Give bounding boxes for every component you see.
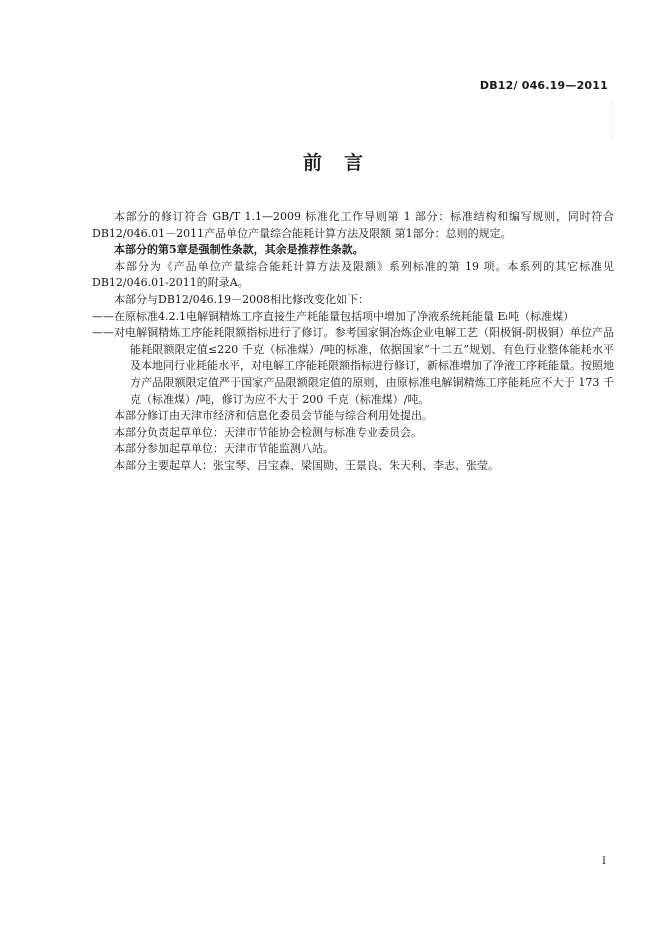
page-title: 前言 bbox=[302, 152, 385, 174]
paragraph-drafting-unit: 本部分负责起草单位：天津市节能协会检测与标准专业委员会。 bbox=[114, 425, 422, 439]
paragraph-drafters: 本部分主要起草人：张宝琴、吕宝森、梁国勋、王景良、朱天利、李志、张莹。 bbox=[114, 458, 499, 472]
change-item-2-text: 对电解铜精炼工序能耗限额指标进行了修订。参考国家铜冶炼企业电解工艺（阳极铜-阴极铜）单位产品能耗限额限定值≤220 千克（标准煤）/吨的标准，依据国家“十二五”规划、有色行业整体能耗水平及本地同行业耗能水平，对电解工序能耗限额指标进行修订，新标准增加了净液工序耗能量。按照地方产品限额限定值严于国家产品限额限定值的原则，由原标准电解铜精炼工序能耗应不大于 173 千克（标准煤）/吨，修订为应不大于 200 千克（标准煤）/吨。 bbox=[114, 326, 614, 406]
paragraph-revision-basis: 本部分的修订符合 GB/T 1.1—2009 标准化工作导则第 1 部分：标准结构和编写规则，同时符合DB12/046.01－2011产品单位产量综合能耗计算方法及限额 第1部分：总则的规定。 bbox=[92, 210, 614, 240]
paragraph-mandatory-clauses: 本部分的第5章是强制性条款，其余是推荐性条款。 bbox=[114, 243, 364, 257]
page-number: I bbox=[602, 856, 606, 867]
document-id: DB12/ 046.19—2011 bbox=[479, 79, 608, 92]
change-item-1-lead: — bbox=[92, 309, 103, 323]
margin-rule bbox=[612, 100, 613, 140]
foreword-body bbox=[92, 209, 614, 475]
change-item-2-lead: —— bbox=[92, 326, 114, 340]
paragraph-participating-unit: 本部分参加起草单位：天津市节能监测八站。 bbox=[114, 442, 334, 456]
paragraph-series-info: 本部分为《产品单位产量综合能耗计算方法及限额》系列标准的第 19 项。本系列的其它标准见DB12/046.01-2011的附录A。 bbox=[92, 259, 614, 290]
paragraph-proposer: 本部分修订由天津市经济和信息化委员会节能与综合利用处提出。 bbox=[114, 409, 433, 423]
change-item-1 bbox=[92, 309, 614, 326]
change-item-2 bbox=[92, 325, 614, 408]
change-item-1-text: —在原标准4.2.1电解铜精炼工序直接生产耗能量包括项中增加了净液系统耗能量 Eₗ吨（标准煤） bbox=[103, 309, 575, 323]
paragraph-changes-intro: 本部分与DB12/046.19－2008相比修改变化如下： bbox=[114, 292, 370, 306]
